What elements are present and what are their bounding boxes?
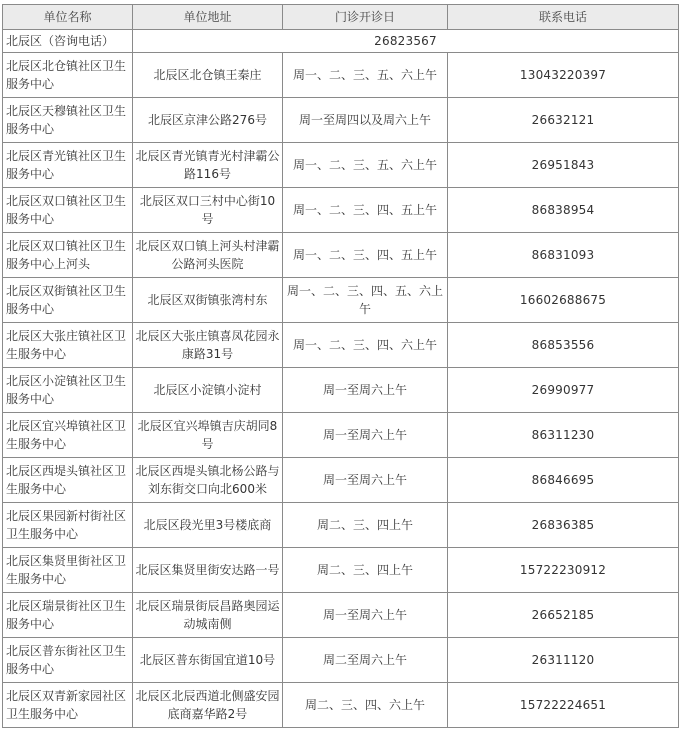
clinic-phone-cell: 15722230912: [448, 548, 679, 593]
clinic-hours-cell: 周一、二、三、四、五上午: [283, 233, 448, 278]
clinic-phone-cell: 16602688675: [448, 278, 679, 323]
clinic-phone-cell: 86846695: [448, 458, 679, 503]
clinic-address-cell: 北辰区西堤头镇北杨公路与刘东街交口向北600米: [133, 458, 283, 503]
header-phone: 联系电话: [448, 5, 679, 30]
clinic-hours-cell: 周一、二、三、五、六上午: [283, 53, 448, 98]
table-row: [3, 413, 679, 458]
clinic-address-cell: 北辰区双口三村中心街10号: [133, 188, 283, 233]
clinic-address-cell: 北辰区小淀镇小淀村: [133, 368, 283, 413]
clinic-phone-cell: 26836385: [448, 503, 679, 548]
table-row: [3, 323, 679, 368]
clinic-name-cell: 北辰区小淀镇社区卫生服务中心: [3, 368, 133, 413]
clinic-hours-cell: 周二、三、四上午: [283, 548, 448, 593]
table-row: [3, 278, 679, 323]
clinic-hours-cell: 周一至周六上午: [283, 368, 448, 413]
clinic-address-cell: 北辰区集贤里街安达路一号: [133, 548, 283, 593]
table-row: [3, 53, 679, 98]
clinic-hours-cell: 周一、二、三、四、六上午: [283, 323, 448, 368]
clinic-address-cell: 北辰区瑞景街辰昌路奥园运动城南侧: [133, 593, 283, 638]
table-row: [3, 458, 679, 503]
hotline-label: 北辰区（咨询电话）: [3, 30, 133, 53]
hotline-phone: 26823567: [133, 30, 679, 53]
table-row: [3, 188, 679, 233]
clinic-address-cell: 北辰区大张庄镇喜凤花园永康路31号: [133, 323, 283, 368]
table-row: [3, 593, 679, 638]
clinic-hours-cell: 周二、三、四、六上午: [283, 683, 448, 728]
clinic-address-cell: 北辰区宜兴埠镇吉庆胡同8号: [133, 413, 283, 458]
clinic-hours-cell: 周二至周六上午: [283, 638, 448, 683]
clinic-name-cell: 北辰区北仓镇社区卫生服务中心: [3, 53, 133, 98]
table-row: [3, 683, 679, 728]
clinic-name-cell: 北辰区双街镇社区卫生服务中心: [3, 278, 133, 323]
clinic-name-cell: 北辰区双口镇社区卫生服务中心: [3, 188, 133, 233]
clinic-phone-cell: 26652185: [448, 593, 679, 638]
clinic-address-cell: 北辰区段光里3号楼底商: [133, 503, 283, 548]
clinic-hours-cell: 周一、二、三、五、六上午: [283, 143, 448, 188]
clinic-address-cell: 北辰区青光镇青光村津霸公路116号: [133, 143, 283, 188]
clinic-phone-cell: 26632121: [448, 98, 679, 143]
clinic-name-cell: 北辰区果园新村街社区卫生服务中心: [3, 503, 133, 548]
table-row: [3, 98, 679, 143]
clinic-table: [2, 4, 679, 728]
clinic-phone-cell: 26311120: [448, 638, 679, 683]
clinic-hours-cell: 周二、三、四上午: [283, 503, 448, 548]
table-row: [3, 368, 679, 413]
clinic-hours-cell: 周一至周四以及周六上午: [283, 98, 448, 143]
clinic-hours-cell: 周一、二、三、四、五上午: [283, 188, 448, 233]
clinic-address-cell: 北辰区双街镇张湾村东: [133, 278, 283, 323]
clinic-phone-cell: 26951843: [448, 143, 679, 188]
clinic-address-cell: 北辰区双口镇上河头村津霸公路河头医院: [133, 233, 283, 278]
clinic-address-cell: 北辰区普东街国宜道10号: [133, 638, 283, 683]
header-hours: 门诊开诊日: [283, 5, 448, 30]
clinic-name-cell: 北辰区双口镇社区卫生服务中心上河头: [3, 233, 133, 278]
clinic-address-cell: 北辰区北仓镇王秦庄: [133, 53, 283, 98]
clinic-name-cell: 北辰区西堤头镇社区卫生服务中心: [3, 458, 133, 503]
clinic-name-cell: 北辰区瑞景街社区卫生服务中心: [3, 593, 133, 638]
clinic-name-cell: 北辰区双青新家园社区卫生服务中心: [3, 683, 133, 728]
clinic-name-cell: 北辰区大张庄镇社区卫生服务中心: [3, 323, 133, 368]
clinic-hours-cell: 周一至周六上午: [283, 413, 448, 458]
header-address: 单位地址: [133, 5, 283, 30]
clinic-hours-cell: 周一至周六上午: [283, 593, 448, 638]
clinic-name-cell: 北辰区宜兴埠镇社区卫生服务中心: [3, 413, 133, 458]
header-name: 单位名称: [3, 5, 133, 30]
clinic-hours-cell: 周一、二、三、四、五、六上午: [283, 278, 448, 323]
clinic-name-cell: 北辰区集贤里街社区卫生服务中心: [3, 548, 133, 593]
clinic-phone-cell: 86311230: [448, 413, 679, 458]
clinic-phone-cell: 13043220397: [448, 53, 679, 98]
clinic-name-cell: 北辰区青光镇社区卫生服务中心: [3, 143, 133, 188]
clinic-phone-cell: 26990977: [448, 368, 679, 413]
header-row: [3, 5, 679, 30]
hotline-row: [3, 30, 679, 53]
clinic-phone-cell: 15722224651: [448, 683, 679, 728]
table-row: [3, 638, 679, 683]
clinic-name-cell: 北辰区普东街社区卫生服务中心: [3, 638, 133, 683]
table-row: [3, 233, 679, 278]
clinic-hours-cell: 周一至周六上午: [283, 458, 448, 503]
table-row: [3, 143, 679, 188]
table-row: [3, 503, 679, 548]
clinic-phone-cell: 86853556: [448, 323, 679, 368]
clinic-address-cell: 北辰区京津公路276号: [133, 98, 283, 143]
clinic-phone-cell: 86838954: [448, 188, 679, 233]
clinic-name-cell: 北辰区天穆镇社区卫生服务中心: [3, 98, 133, 143]
clinic-address-cell: 北辰区北辰西道北侧盛安园底商嘉华路2号: [133, 683, 283, 728]
table-row: [3, 548, 679, 593]
clinic-phone-cell: 86831093: [448, 233, 679, 278]
